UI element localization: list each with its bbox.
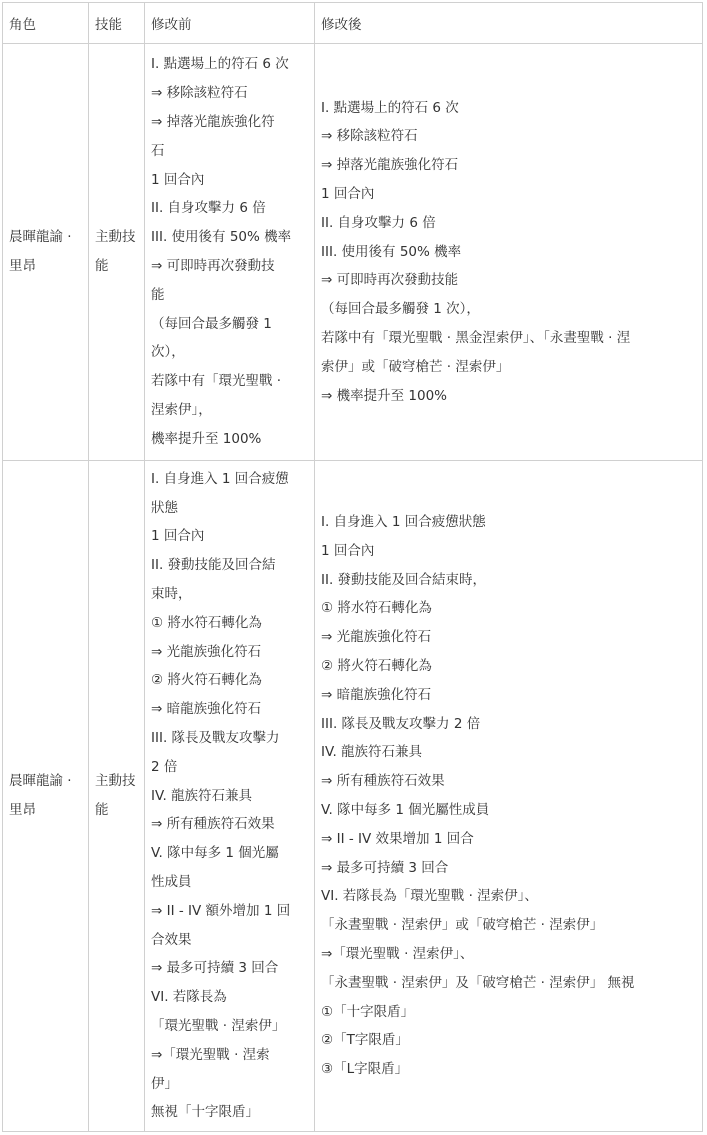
text-line: （每回合最多觸發 1 次）， xyxy=(321,301,480,318)
text-line: ⇒ II - IV 額外增加 1 回 xyxy=(151,902,291,919)
text-line: III. 使用後有 50% 機率 xyxy=(321,243,462,260)
header-row xyxy=(3,3,703,44)
text-line: 若隊中有「環光聖戰 · 黑金涅索伊」、「永晝聖戰 · 涅 xyxy=(321,329,631,346)
text-line: ② 將火符石轉化為 xyxy=(151,672,262,689)
text-line: ①「十字限盾」 xyxy=(321,1003,415,1020)
text-line: ⇒ 可即時再次發動技 xyxy=(151,258,275,274)
text-line: 1 回合內 xyxy=(151,528,205,545)
character-cell xyxy=(3,461,89,1132)
text-line: V. 隊中每多 1 個光屬 xyxy=(151,845,279,862)
text-line: ① 將水符石轉化為 xyxy=(321,600,432,617)
skill-change-table xyxy=(2,2,703,1132)
text-line: ⇒ 掉落光龍族強化符 xyxy=(151,114,275,131)
text-line: VI. 若隊長為 xyxy=(151,989,227,1006)
text-line: IV. 龍族符石兼具 xyxy=(151,787,253,804)
text-line: ⇒ 移除該粒符石 xyxy=(151,85,248,102)
before-cell xyxy=(145,461,315,1132)
text-line: 1 回合內 xyxy=(321,542,375,559)
text-line: III. 隊長及戰友攻擊力 2 倍 xyxy=(321,715,481,732)
text-line: （每回合最多觸發 1 xyxy=(151,315,272,332)
text-line: ⇒ 掉落光龍族強化符石 xyxy=(321,157,459,174)
text-line: I. 點選場上的符石 6 次 xyxy=(321,99,459,116)
text-line: 「永晝聖戰 · 涅索伊」或「破穹槍芒 · 涅索伊」 xyxy=(321,917,604,934)
text-line: I. 自身進入 1 回合疲憊狀態 xyxy=(321,514,486,531)
text-line: II. 自身攻擊力 6 倍 xyxy=(321,214,436,231)
text-line: II. 發動技能及回合結 xyxy=(151,557,276,574)
text-line: ⇒ 光龍族強化符石 xyxy=(151,643,262,660)
after-lines xyxy=(321,94,696,411)
text-line: II. 自身攻擊力 6 倍 xyxy=(151,200,266,217)
before-lines xyxy=(151,465,308,1127)
text-line: ⇒ 最多可持續 3 回合 xyxy=(321,859,449,876)
text-line: ⇒ 機率提升至 100% xyxy=(321,387,447,404)
text-line: 索伊」或「破穹槍芒 · 涅索伊」 xyxy=(321,358,510,375)
skill-cell xyxy=(89,461,145,1132)
text-line: ⇒ 可即時再次發動技能 xyxy=(321,272,459,289)
text-line: V. 隊中每多 1 個光屬性成員 xyxy=(321,802,490,818)
text-line: ⇒ 移除該粒符石 xyxy=(321,128,418,145)
text-line: I. 點選場上的符石 6 次 xyxy=(151,56,289,73)
text-line: 次）， xyxy=(151,344,185,361)
character-name: 晨暉龍諭 · 里昂 xyxy=(9,773,72,818)
text-line: 伊」 xyxy=(151,1075,178,1092)
text-line: ③「L字限盾」 xyxy=(321,1061,409,1078)
text-line: 1 回合內 xyxy=(151,171,205,188)
after-lines xyxy=(321,508,696,1084)
text-line: III. 使用後有 50% 機率 xyxy=(151,229,292,246)
skill-cell xyxy=(89,44,145,461)
character-name: 晨暉龍諭 · 里昂 xyxy=(9,229,72,274)
text-line: VI. 若隊長為「環光聖戰 · 涅索伊」、 xyxy=(321,888,538,905)
before-cell xyxy=(145,44,315,461)
skill-type: 主動技能 xyxy=(95,229,136,274)
text-line: 若隊中有「環光聖戰 · xyxy=(151,373,282,390)
text-line: ① 將水符石轉化為 xyxy=(151,614,262,631)
text-line: ⇒ 所有種族符石效果 xyxy=(151,816,275,833)
before-lines xyxy=(151,50,308,453)
character-cell xyxy=(3,44,89,461)
text-line: III. 隊長及戰友攻擊力 xyxy=(151,730,280,746)
text-line: 狀態 xyxy=(151,499,178,516)
text-line: 合效果 xyxy=(151,931,192,948)
text-line: ② 將火符石轉化為 xyxy=(321,658,432,675)
text-line: 「永晝聖戰 · 涅索伊」及「破穹槍芒 · 涅索伊」 無視 xyxy=(321,974,635,991)
text-line: II. 發動技能及回合結束時， xyxy=(321,571,487,588)
text-line: ⇒ 暗龍族強化符石 xyxy=(151,701,262,718)
skill-type: 主動技能 xyxy=(95,773,136,818)
header-skill: 技能 xyxy=(89,3,145,44)
after-cell xyxy=(315,44,703,461)
text-line: ⇒ II - IV 效果增加 1 回合 xyxy=(321,830,474,847)
text-line: 機率提升至 100% xyxy=(151,430,262,447)
text-line: 1 回合內 xyxy=(321,186,375,202)
text-line: 性成員 xyxy=(151,873,192,890)
table-row xyxy=(3,44,703,461)
text-line: ⇒ 所有種族符石效果 xyxy=(321,773,445,790)
text-line: ⇒ 暗龍族強化符石 xyxy=(321,686,432,703)
text-line: 涅索伊」， xyxy=(151,401,212,418)
text-line: ⇒ 光龍族強化符石 xyxy=(321,629,432,646)
header-after: 修改後 xyxy=(315,3,703,44)
header-character: 角色 xyxy=(3,3,89,44)
text-line: IV. 龍族符石兼具 xyxy=(321,744,423,761)
text-line: 無視「十字限盾」 xyxy=(151,1104,259,1121)
table-row xyxy=(3,461,703,1132)
header-before: 修改前 xyxy=(145,3,315,44)
text-line: ⇒ 最多可持續 3 回合 xyxy=(151,960,279,977)
after-cell xyxy=(315,461,703,1132)
text-line: ②「T字限盾」 xyxy=(321,1032,409,1049)
text-line: ⇒「環光聖戰 · 涅索伊」、 xyxy=(321,945,474,962)
text-line: 「環光聖戰 · 涅索伊」 xyxy=(151,1017,286,1034)
text-line: 2 倍 xyxy=(151,758,178,775)
text-line: 石 xyxy=(151,142,165,159)
text-line: ⇒「環光聖戰 · 涅索 xyxy=(151,1046,270,1063)
text-line: 束時， xyxy=(151,586,192,603)
text-line: I. 自身進入 1 回合疲憊 xyxy=(151,470,289,487)
text-line: 能 xyxy=(151,286,165,303)
